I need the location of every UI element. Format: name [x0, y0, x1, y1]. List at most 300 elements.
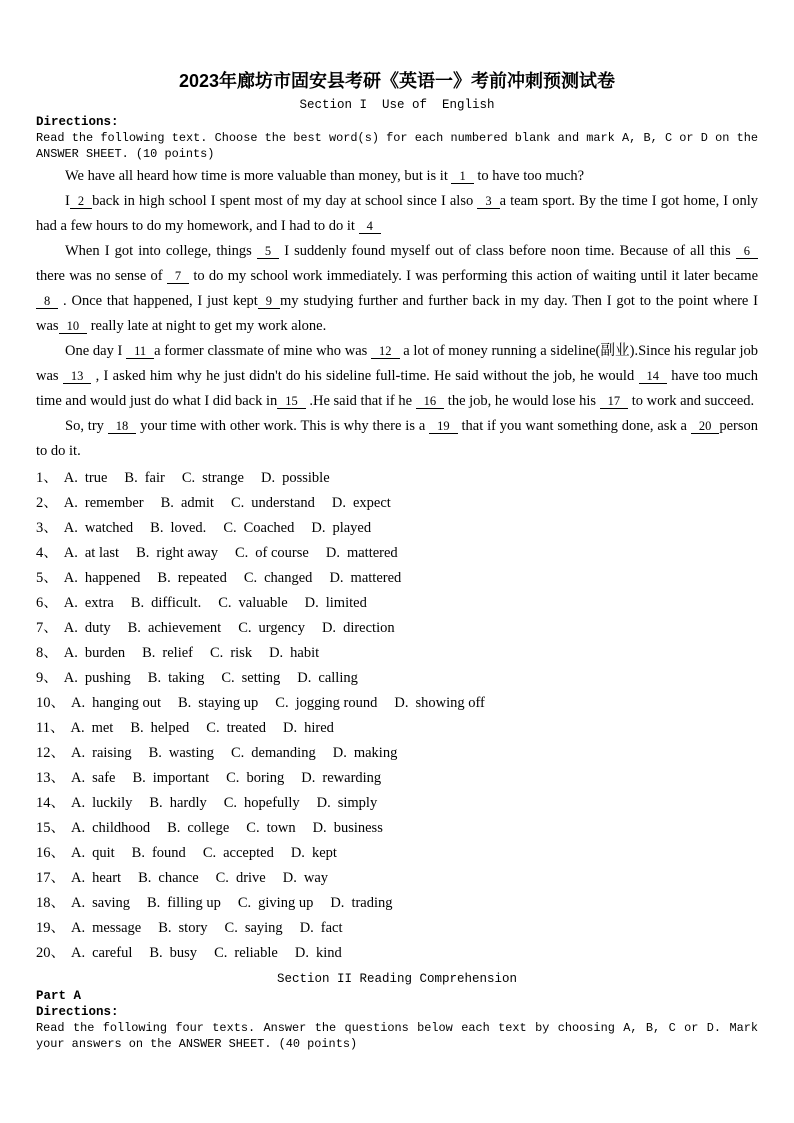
option-word: Coached — [243, 520, 295, 536]
option-letter: A. — [71, 870, 86, 886]
option-letter: C. — [214, 945, 228, 961]
answer-option — [333, 745, 398, 761]
option-letter: B. — [131, 845, 145, 861]
option-word: wasting — [168, 745, 214, 761]
option-letter: B. — [130, 720, 144, 736]
page-title: 2023年廊坊市固安县考研《英语一》考前冲刺预测试卷 — [178, 71, 616, 91]
question-number: 14、 — [36, 795, 65, 811]
option-word: valuable — [238, 595, 288, 611]
answer-option — [283, 720, 334, 736]
option-letter: C. — [237, 895, 252, 911]
option-letter: B. — [132, 770, 146, 786]
option-word: duty — [84, 620, 111, 636]
cloze-passage — [36, 164, 758, 464]
question-number: 2、 — [36, 495, 58, 511]
section2-directions-label: Directions: — [36, 1005, 119, 1019]
option-letter: D. — [261, 470, 276, 486]
option-word: showing off — [415, 695, 485, 711]
question-row — [36, 666, 758, 691]
blank-19: 19 — [429, 419, 458, 434]
option-letter: A. — [63, 495, 78, 511]
option-letter: B. — [142, 645, 156, 661]
question-row — [36, 466, 758, 491]
option-word: taking — [168, 670, 205, 686]
option-word: expect — [353, 495, 391, 511]
answer-option — [64, 670, 131, 686]
option-letter: A. — [71, 695, 86, 711]
answer-option — [326, 545, 398, 561]
question-row — [36, 766, 758, 791]
option-word: boring — [246, 770, 285, 786]
option-letter: B. — [160, 495, 174, 511]
cloze-paragraph: When I got into college, things 5 I suddenly found myself out of class before noon time. Because of all this 6 there was no sense of 7 to do my school work immediately. I was performing this action of waiting until it later became 8 . Once that happened, I just kept 9 my studying further and further back in my day. Then I got to the point where I was 10 really late at night to get my work alone. — [36, 243, 759, 334]
option-letter: C. — [246, 820, 260, 836]
question-row — [36, 616, 758, 641]
option-word: loved. — [170, 520, 207, 536]
option-word: of course — [255, 545, 309, 561]
option-word: remember — [84, 495, 144, 511]
question-number: 1、 — [36, 470, 58, 486]
option-word: habit — [290, 645, 320, 661]
option-word: important — [152, 770, 210, 786]
answer-option — [158, 920, 207, 936]
option-letter: B. — [149, 945, 163, 961]
answer-option — [206, 720, 266, 736]
option-word: met — [91, 720, 114, 736]
option-letter: C. — [226, 770, 240, 786]
blank-20: 20 — [691, 419, 720, 434]
option-word: college — [187, 820, 230, 836]
option-word: filling up — [167, 895, 221, 911]
option-letter: D. — [301, 770, 316, 786]
answer-option — [218, 595, 287, 611]
answer-option — [332, 495, 391, 511]
option-letter: B. — [138, 870, 152, 886]
question-row — [36, 516, 758, 541]
option-word: trading — [351, 895, 393, 911]
answer-option — [71, 795, 132, 811]
question-row — [36, 566, 758, 591]
option-letter: B. — [146, 895, 161, 911]
answer-option — [64, 545, 119, 561]
option-letter: C. — [210, 645, 224, 661]
question-number: 16、 — [36, 845, 65, 861]
answer-option — [214, 945, 278, 961]
option-letter: B. — [130, 595, 145, 611]
option-word: chance — [158, 870, 199, 886]
option-word: hired — [304, 720, 334, 736]
answer-option — [128, 620, 222, 636]
option-letter: A. — [63, 470, 78, 486]
option-letter: A. — [63, 670, 78, 686]
option-letter: D. — [304, 595, 319, 611]
answer-option — [132, 770, 209, 786]
answer-option — [329, 570, 401, 586]
question-number: 19、 — [36, 920, 65, 936]
blank-10: 10 — [59, 319, 88, 334]
option-word: pushing — [84, 670, 131, 686]
option-letter: D. — [321, 620, 337, 636]
option-letter: A. — [63, 570, 78, 586]
answer-option — [269, 645, 319, 661]
option-word: rewarding — [322, 770, 382, 786]
answer-option — [261, 470, 330, 486]
answer-option — [71, 920, 141, 936]
option-word: hardly — [169, 795, 207, 811]
option-letter: A. — [70, 720, 85, 736]
question-row — [36, 641, 758, 666]
answer-option — [167, 820, 229, 836]
option-word: urgency — [258, 620, 305, 636]
answer-option — [226, 770, 284, 786]
option-letter: A. — [71, 945, 86, 961]
answer-option — [231, 495, 315, 511]
answer-option — [246, 820, 295, 836]
option-word: played — [332, 520, 372, 536]
answer-option — [225, 920, 283, 936]
answer-option — [295, 945, 342, 961]
answer-option — [311, 520, 371, 536]
option-letter: B. — [157, 570, 171, 586]
option-word: saying — [244, 920, 283, 936]
option-word: drive — [235, 870, 266, 886]
question-row — [36, 741, 758, 766]
answer-option — [216, 870, 266, 886]
blank-8: 8 — [36, 294, 58, 309]
blank-14: 14 — [639, 369, 668, 384]
blank-6: 6 — [736, 244, 758, 259]
answer-option — [157, 570, 226, 586]
option-word: quit — [92, 845, 115, 861]
question-number: 13、 — [36, 770, 65, 786]
answer-option — [64, 570, 141, 586]
option-letter: B. — [150, 520, 164, 536]
option-letter: C. — [215, 870, 229, 886]
answer-option — [64, 520, 133, 536]
question-row — [36, 866, 758, 891]
answer-option — [136, 545, 218, 561]
option-letter: D. — [297, 670, 312, 686]
option-letter: D. — [290, 845, 305, 861]
answer-option — [130, 720, 189, 736]
answer-option — [148, 670, 205, 686]
option-letter: D. — [316, 795, 331, 811]
option-word: burden — [84, 645, 126, 661]
option-letter: A. — [71, 795, 86, 811]
section2-heading: Section II Reading Comprehension — [276, 972, 518, 986]
answer-option — [150, 520, 206, 536]
option-letter: A. — [63, 645, 78, 661]
option-word: business — [333, 820, 383, 836]
question-number: 18、 — [36, 895, 65, 911]
answer-option — [235, 545, 309, 561]
question-number: 8、 — [36, 645, 58, 661]
answer-option — [283, 870, 328, 886]
question-list — [36, 466, 758, 966]
answer-option — [291, 845, 337, 861]
option-word: true — [84, 470, 108, 486]
answer-option — [71, 820, 150, 836]
option-word: calling — [318, 670, 358, 686]
answer-option — [132, 845, 186, 861]
option-letter: C. — [230, 495, 245, 511]
answer-option — [275, 695, 377, 711]
option-word: giving up — [258, 895, 314, 911]
question-number: 20、 — [36, 945, 65, 961]
answer-option — [394, 695, 485, 711]
blank-3: 3 — [477, 194, 499, 209]
option-letter: A. — [71, 770, 86, 786]
answer-option — [64, 595, 114, 611]
option-letter: B. — [149, 795, 163, 811]
question-row — [36, 691, 758, 716]
option-word: happened — [84, 570, 141, 586]
option-letter: C. — [275, 695, 289, 711]
question-row — [36, 716, 758, 741]
blank-16: 16 — [416, 394, 445, 409]
option-letter: C. — [202, 845, 217, 861]
option-word: extra — [84, 595, 114, 611]
option-word: hanging out — [92, 695, 161, 711]
option-word: jogging round — [295, 695, 378, 711]
answer-option — [149, 945, 197, 961]
option-letter: C. — [181, 470, 196, 486]
option-letter: A. — [71, 895, 86, 911]
option-word: strange — [202, 470, 244, 486]
question-row — [36, 841, 758, 866]
section2-part-label: Part A — [36, 989, 82, 1003]
answer-option — [70, 720, 113, 736]
option-word: treated — [226, 720, 267, 736]
question-number: 10、 — [36, 695, 65, 711]
option-letter: A. — [71, 820, 86, 836]
option-letter: C. — [235, 545, 249, 561]
option-word: fact — [320, 920, 343, 936]
option-letter: C. — [243, 570, 258, 586]
option-letter: D. — [330, 895, 345, 911]
option-word: found — [151, 845, 186, 861]
answer-option — [244, 570, 313, 586]
answer-option — [124, 470, 164, 486]
option-letter: A. — [63, 595, 78, 611]
option-letter: C. — [238, 620, 252, 636]
option-letter: D. — [394, 695, 409, 711]
cloze-paragraph: So, try 18 your time with other work. This is why there is a 19 that if you want something done, ask a 20 person to do it. — [36, 418, 759, 459]
option-word: watched — [84, 520, 134, 536]
blank-11: 11 — [126, 344, 154, 359]
option-word: mattered — [350, 570, 402, 586]
option-word: possible — [282, 470, 330, 486]
option-word: way — [303, 870, 329, 886]
answer-option — [64, 470, 108, 486]
blank-1: 1 — [451, 169, 473, 184]
question-row — [36, 791, 758, 816]
option-word: setting — [241, 670, 281, 686]
section2-directions-text: Read the following four texts. Answer the questions below each text by choosing A, B, C or D. Mark your answers on the ANSWER SHEET. (40 points) — [36, 1021, 758, 1051]
option-word: safe — [92, 770, 116, 786]
option-letter: D. — [269, 645, 284, 661]
blank-15: 15 — [277, 394, 306, 409]
option-word: repeated — [177, 570, 227, 586]
option-word: admit — [180, 495, 214, 511]
section1-directions-label: Directions: — [36, 115, 119, 129]
answer-option — [178, 695, 258, 711]
option-letter: A. — [63, 545, 78, 561]
option-word: limited — [325, 595, 367, 611]
option-letter: D. — [299, 920, 314, 936]
option-letter: C. — [221, 670, 235, 686]
answer-option — [300, 920, 343, 936]
answer-option — [147, 895, 221, 911]
answer-option — [71, 695, 161, 711]
answer-option — [64, 645, 125, 661]
cloze-paragraph: We have all heard how time is more valuable than money, but is it 1 to have too much? — [65, 168, 585, 184]
question-number: 4、 — [36, 545, 58, 561]
answer-option — [71, 745, 132, 761]
answer-option — [149, 745, 214, 761]
option-letter: B. — [177, 695, 192, 711]
option-word: simply — [337, 795, 378, 811]
option-letter: B. — [158, 920, 172, 936]
option-word: luckily — [92, 795, 133, 811]
option-word: reliable — [234, 945, 278, 961]
answer-option — [224, 795, 300, 811]
blank-12: 12 — [371, 344, 400, 359]
answer-option — [71, 870, 121, 886]
option-letter: A. — [71, 745, 86, 761]
option-word: childhood — [92, 820, 151, 836]
answer-option — [305, 595, 367, 611]
blank-7: 7 — [167, 269, 189, 284]
question-number: 17、 — [36, 870, 65, 886]
question-number: 5、 — [36, 570, 58, 586]
option-letter: C. — [223, 520, 237, 536]
blank-13: 13 — [63, 369, 92, 384]
option-word: making — [353, 745, 398, 761]
option-word: risk — [230, 645, 253, 661]
answer-option — [182, 470, 244, 486]
blank-2: 2 — [70, 194, 92, 209]
option-word: understand — [251, 495, 315, 511]
option-word: fair — [144, 470, 165, 486]
question-number: 11、 — [36, 720, 65, 736]
blank-5: 5 — [257, 244, 279, 259]
section1-heading: Section I Use of English — [299, 98, 495, 112]
section1-directions-text: Read the following text. Choose the best word(s) for each numbered blank and mark A, B, C or D on the ANSWER SHEET. (10 points) — [36, 131, 758, 161]
answer-option — [71, 845, 115, 861]
option-word: raising — [92, 745, 132, 761]
option-word: at last — [84, 545, 120, 561]
answer-option — [330, 895, 392, 911]
option-word: kept — [311, 845, 337, 861]
answer-option — [238, 895, 313, 911]
blank-17: 17 — [600, 394, 629, 409]
option-word: mattered — [346, 545, 398, 561]
blank-4: 4 — [359, 219, 381, 234]
answer-option — [142, 645, 193, 661]
question-row — [36, 541, 758, 566]
answer-option — [138, 870, 199, 886]
answer-option — [131, 595, 201, 611]
option-letter: D. — [332, 745, 347, 761]
option-letter: A. — [71, 845, 86, 861]
option-letter: B. — [127, 620, 141, 636]
option-letter: D. — [294, 945, 309, 961]
answer-option — [231, 745, 316, 761]
option-letter: C. — [218, 595, 232, 611]
answer-option — [301, 770, 381, 786]
question-number: 7、 — [36, 620, 58, 636]
option-word: right away — [156, 545, 218, 561]
option-word: saving — [92, 895, 130, 911]
option-word: message — [92, 920, 142, 936]
option-word: busy — [169, 945, 198, 961]
option-word: heart — [92, 870, 122, 886]
option-letter: D. — [331, 495, 346, 511]
option-letter: D. — [283, 720, 298, 736]
option-word: difficult. — [151, 595, 202, 611]
answer-option — [313, 820, 383, 836]
option-letter: B. — [124, 470, 138, 486]
option-word: achievement — [147, 620, 222, 636]
question-number: 9、 — [36, 670, 58, 686]
answer-option — [221, 670, 280, 686]
option-letter: A. — [71, 920, 86, 936]
option-letter: C. — [230, 745, 245, 761]
answer-option — [223, 520, 294, 536]
cloze-paragraph: One day I 11 a former classmate of mine who was 12 a lot of money running a sideline(副业).Since his regular job was 13 , I asked him why he just didn't do his sideline full-time. He said without the job, he would 14 have too much time and would just do what I did back in 15 .He said that if he 16 the job, he would lose his 17 to work and succeed. — [36, 343, 759, 409]
option-letter: C. — [223, 795, 238, 811]
option-letter: D. — [311, 520, 326, 536]
option-letter: C. — [206, 720, 220, 736]
answer-option — [161, 495, 214, 511]
answer-option — [297, 670, 358, 686]
option-word: accepted — [223, 845, 274, 861]
option-word: direction — [343, 620, 395, 636]
option-letter: A. — [63, 520, 78, 536]
option-letter: D. — [329, 570, 344, 586]
answer-option — [322, 620, 395, 636]
question-row — [36, 491, 758, 516]
answer-option — [210, 645, 252, 661]
question-row — [36, 591, 758, 616]
option-word: hopefully — [244, 795, 300, 811]
question-number: 12、 — [36, 745, 65, 761]
option-letter: B. — [136, 545, 150, 561]
option-word: changed — [264, 570, 313, 586]
option-letter: D. — [282, 870, 297, 886]
option-word: careful — [92, 945, 133, 961]
cloze-paragraph: I 2 back in high school I spent most of my day at school since I also 3 a team sport. By the time I got home, I only had a few hours to do my homework, and I had to do it 4 — [36, 193, 759, 234]
option-letter: C. — [224, 920, 238, 936]
answer-option — [71, 895, 130, 911]
answer-option — [149, 795, 206, 811]
option-letter: D. — [312, 820, 327, 836]
answer-option — [238, 620, 305, 636]
answer-option — [71, 945, 132, 961]
question-row — [36, 816, 758, 841]
question-number: 3、 — [36, 520, 58, 536]
option-letter: B. — [167, 820, 181, 836]
option-letter: A. — [63, 620, 78, 636]
question-number: 15、 — [36, 820, 65, 836]
option-letter: B. — [147, 670, 162, 686]
question-row — [36, 916, 758, 941]
question-row — [36, 941, 758, 966]
option-word: town — [266, 820, 296, 836]
option-letter: B. — [148, 745, 162, 761]
blank-9: 9 — [258, 294, 280, 309]
